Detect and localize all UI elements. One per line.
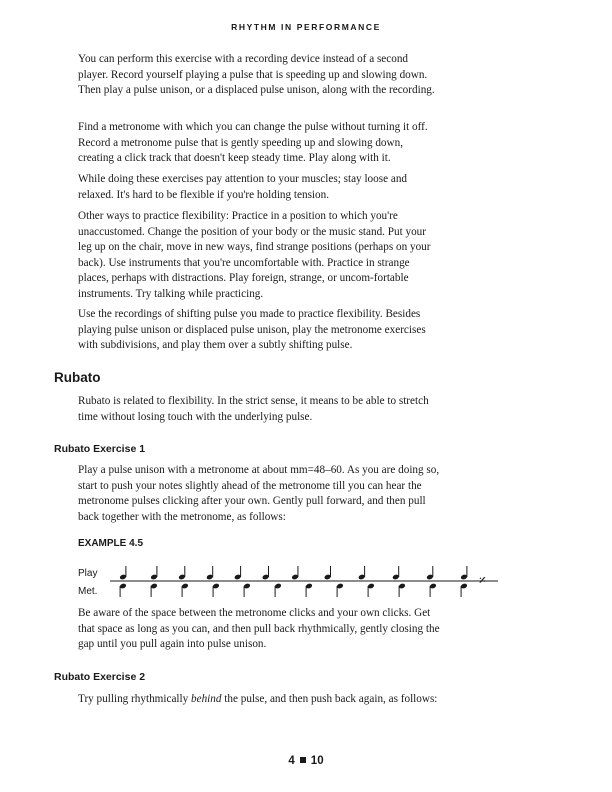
- rhythm-notation: [78, 560, 508, 604]
- folio-separator: [300, 757, 306, 763]
- met-note: [305, 583, 313, 597]
- repeat-sign: 𝄎: [479, 573, 486, 589]
- play-note: [358, 566, 366, 580]
- met-note: [429, 583, 437, 597]
- paragraph-exercise-2: [78, 692, 440, 708]
- met-note: [367, 583, 375, 597]
- play-note: [206, 566, 214, 580]
- paragraph-rubato-intro: Rubato is related to flexibility. In the strict sense, it means to be able to stretch time without losing touch with the underlying pulse.: [78, 395, 429, 423]
- paragraph-recordings: Use the recordings of shifting pulse you made to practice flexibility. Besides playing pulse unison or displaced pulse unison, play the metronome exercises with subdivisions, and play them over a subtly shifting pulse.: [78, 308, 426, 351]
- staff-label-met: Met.: [78, 586, 98, 597]
- play-note: [150, 566, 158, 580]
- play-note: [460, 566, 468, 580]
- met-note: [398, 583, 406, 597]
- exercise-2-text-after: the pulse, and then push back again, as follows:: [221, 693, 438, 705]
- play-note: [119, 566, 127, 580]
- met-note: [336, 583, 344, 597]
- met-note: [274, 583, 282, 597]
- exercise-2-emphasis: behind: [191, 693, 222, 705]
- running-head: RHYTHM IN PERFORMANCE: [231, 22, 381, 32]
- met-note: [212, 583, 220, 597]
- paragraph-recording-device: You can perform this exercise with a recording device instead of a second player. Record yourself playing a pulse that is speeding up and slowing down. Then play a pulse unison, or a displaced pulse unison, along with the recording.: [78, 53, 435, 96]
- met-note: [243, 583, 251, 597]
- paragraph-metronome: Find a metronome with which you can change the pulse without turning it off. Record a metronome pulse that is gently speeding up and slowing down, creating a click track that doesn't keep steady time. Play along with it.: [78, 121, 428, 164]
- met-note: [181, 583, 189, 597]
- play-note: [178, 566, 186, 580]
- met-note: [119, 583, 127, 597]
- subheading-rubato-exercise-2: Rubato Exercise 2: [54, 671, 146, 683]
- paragraph-muscles: While doing these exercises pay attention to your muscles; stay loose and relaxed. It's hard to be flexible if you're holding tension.: [78, 173, 408, 201]
- staff-label-play: Play: [78, 568, 98, 579]
- play-note: [262, 566, 270, 580]
- folio-page: 10: [310, 755, 324, 767]
- paragraph-after-example: Be aware of the space between the metronome clicks and your own clicks. Get that space as long as you can, and then pull back rhythmically, gently closing the gap until you pull again into pulse unison.: [78, 607, 440, 650]
- met-note: [150, 583, 158, 597]
- play-note: [426, 566, 434, 580]
- play-note: [291, 566, 299, 580]
- play-note: [392, 566, 400, 580]
- paragraph-other-ways: Other ways to practice flexibility: Practice in a position to which you're unaccustomed. Change the position of your body or the music stand. Put your leg up on the chair, move in new ways, find strange positions (perhaps on your back). Use instruments that you're uncomfortable with. Practice in strange places, perhaps with distractions. Play foreign, strange, or uncom-fortable instruments. Try talking while practicing.: [78, 210, 431, 300]
- exercise-2-text-before: Try pulling rhythmically: [78, 693, 192, 705]
- section-heading-rubato: Rubato: [54, 370, 101, 385]
- paragraph-exercise-1: Play a pulse unison with a metronome at about mm=48–60. As you are doing so, start to push your notes slightly ahead of the metronome till you can hear the metronome pulses clicking after your own. Gently pull forward, and then pull back together with the metronome, as follows:: [78, 464, 440, 523]
- met-note: [460, 583, 468, 597]
- folio: [0, 755, 612, 767]
- folio-chapter: 4: [288, 755, 295, 767]
- play-note: [234, 566, 242, 580]
- example-label: EXAMPLE 4.5: [78, 538, 144, 549]
- play-note: [324, 566, 332, 580]
- subheading-rubato-exercise-1: Rubato Exercise 1: [54, 443, 146, 455]
